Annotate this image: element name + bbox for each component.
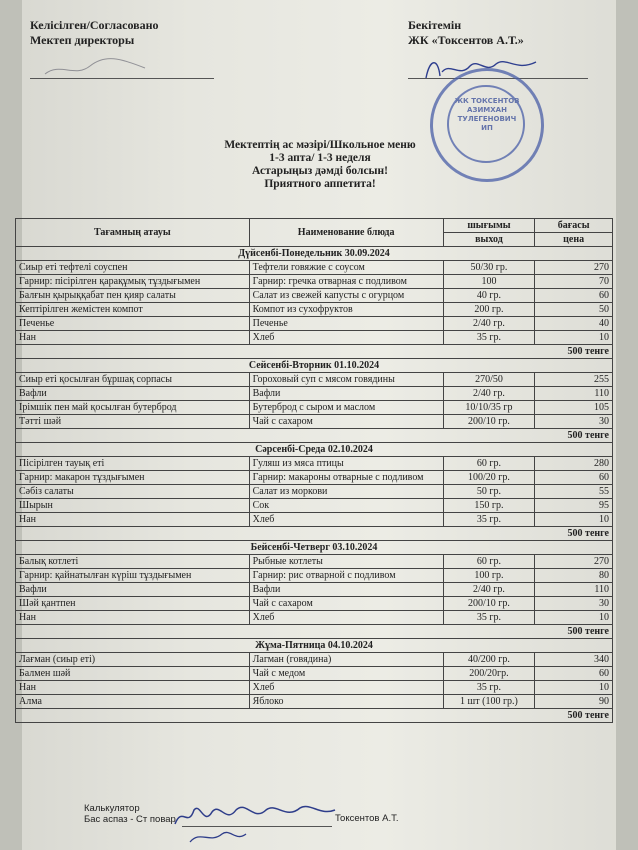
dish-price: 60	[535, 471, 613, 485]
dish-price: 40	[535, 317, 613, 331]
dish-out: 35 гр.	[443, 611, 535, 625]
dish-out: 100 гр.	[443, 569, 535, 583]
dish-ru: Рыбные котлеты	[249, 555, 443, 569]
title-line-2: 1-3 апта/ 1-3 неделя	[269, 152, 371, 164]
table-row	[16, 611, 613, 625]
dish-out: 40/200 гр.	[443, 653, 535, 667]
dish-out: 60 гр.	[443, 555, 535, 569]
menu-title	[120, 139, 520, 191]
dish-ru: Хлеб	[249, 681, 443, 695]
chef-name: Токсентов А.Т.	[335, 813, 399, 824]
table-row	[16, 471, 613, 485]
dish-price: 95	[535, 499, 613, 513]
day-total: 500 тенге	[16, 625, 613, 639]
dish-ru: Сок	[249, 499, 443, 513]
approve-label: Бекітемін	[408, 18, 462, 32]
dish-out: 10/10/35 гр	[443, 401, 535, 415]
dish-out: 50 гр.	[443, 485, 535, 499]
dish-ru: Гарнир: рис отварной с подливом	[249, 569, 443, 583]
dish-price: 55	[535, 485, 613, 499]
table-row	[16, 387, 613, 401]
table-row	[16, 499, 613, 513]
table-row	[16, 695, 613, 709]
dish-price: 110	[535, 583, 613, 597]
dish-out: 200/20гр.	[443, 667, 535, 681]
dish-ru: Салат из моркови	[249, 485, 443, 499]
dish-ru: Бутерброд с сыром и маслом	[249, 401, 443, 415]
dish-ru: Чай с медом	[249, 667, 443, 681]
stamp-text: ЖК ТОКСЕНТОВ АЗИМХАН ТУЛЕГЕНОВИЧ ИП	[454, 97, 520, 132]
dish-ru: Хлеб	[249, 331, 443, 345]
day-title: Бейсенбі-Четверг 03.10.2024	[16, 541, 613, 555]
dish-kz: Шәй қантпен	[16, 597, 250, 611]
dish-kz: Печенье	[16, 317, 250, 331]
dish-price: 50	[535, 303, 613, 317]
day-title: Жұма-Пятница 04.10.2024	[16, 639, 613, 653]
col-out-ru-header: выход	[443, 233, 535, 247]
dish-out: 100/20 гр.	[443, 471, 535, 485]
dish-ru: Чай с сахаром	[249, 597, 443, 611]
col-ru-header: Наименование блюда	[249, 219, 443, 247]
chef-label: Бас аспаз - Ст повар	[84, 814, 176, 825]
dish-price: 10	[535, 681, 613, 695]
col-price-kz-header: бағасы	[535, 219, 613, 233]
footer-block	[84, 803, 176, 825]
dish-kz: Кептірілген жемістен компот	[16, 303, 250, 317]
dish-kz: Нан	[16, 513, 250, 527]
dish-price: 280	[535, 457, 613, 471]
table-row	[16, 261, 613, 275]
day-total: 500 тенге	[16, 429, 613, 443]
director-label: Мектеп директоры	[30, 33, 135, 47]
dish-kz: Гарнир: пісірілген қарақұмық тұздығымен	[16, 275, 250, 289]
dish-out: 2/40 гр.	[443, 387, 535, 401]
title-line-4: Приятного аппетита!	[264, 178, 376, 190]
title-line-1: Мектептің ас мәзірі/Школьное меню	[224, 139, 416, 151]
dish-ru: Лагман (говядина)	[249, 653, 443, 667]
dish-out: 60 гр.	[443, 457, 535, 471]
dish-ru: Тефтели говяжие с соусом	[249, 261, 443, 275]
dish-kz: Нан	[16, 681, 250, 695]
dish-kz: Тәтті шәй	[16, 415, 250, 429]
table-row	[16, 289, 613, 303]
table-row	[16, 485, 613, 499]
dish-ru: Вафли	[249, 583, 443, 597]
table-row	[16, 415, 613, 429]
table-row	[16, 653, 613, 667]
dish-out: 1 шт (100 гр.)	[443, 695, 535, 709]
table-row	[16, 681, 613, 695]
dish-kz: Вафли	[16, 387, 250, 401]
approval-block-left	[30, 18, 159, 48]
dish-ru: Компот из сухофруктов	[249, 303, 443, 317]
dish-price: 255	[535, 373, 613, 387]
dish-out: 35 гр.	[443, 681, 535, 695]
dish-kz: Балмен шәй	[16, 667, 250, 681]
dish-out: 35 гр.	[443, 331, 535, 345]
table-row	[16, 555, 613, 569]
dish-price: 110	[535, 387, 613, 401]
dish-price: 10	[535, 331, 613, 345]
dish-kz: Нан	[16, 611, 250, 625]
calculator-label: Калькулятор	[84, 803, 140, 814]
dish-ru: Гарнир: макароны отварные с подливом	[249, 471, 443, 485]
dish-price: 30	[535, 415, 613, 429]
dish-price: 90	[535, 695, 613, 709]
dish-out: 200 гр.	[443, 303, 535, 317]
title-line-3: Астарыңыз дәмді болсын!	[252, 165, 388, 177]
dish-kz: Сиыр еті тефтелі соуспен	[16, 261, 250, 275]
dish-ru: Яблоко	[249, 695, 443, 709]
table-row	[16, 275, 613, 289]
dish-kz: Балық котлеті	[16, 555, 250, 569]
dish-out: 150 гр.	[443, 499, 535, 513]
table-row	[16, 513, 613, 527]
dish-price: 30	[535, 597, 613, 611]
dish-price: 80	[535, 569, 613, 583]
approval-block-right	[408, 18, 524, 48]
dish-kz: Вафли	[16, 583, 250, 597]
dish-out: 50/30 гр.	[443, 261, 535, 275]
dish-price: 60	[535, 289, 613, 303]
table-row	[16, 667, 613, 681]
approver-signature	[420, 52, 540, 86]
table-row	[16, 583, 613, 597]
table-row	[16, 373, 613, 387]
dish-price: 105	[535, 401, 613, 415]
dish-price: 10	[535, 611, 613, 625]
dish-out: 35 гр.	[443, 513, 535, 527]
dish-kz: Гарнир: қайнатылған күріш тұздығымен	[16, 569, 250, 583]
dish-kz: Сәбіз салаты	[16, 485, 250, 499]
chef-signature	[170, 798, 340, 846]
day-title: Сәрсенбі-Среда 02.10.2024	[16, 443, 613, 457]
dish-kz: Пісірілген тауық еті	[16, 457, 250, 471]
dish-ru: Гарнир: гречка отварная с подливом	[249, 275, 443, 289]
director-signature	[40, 52, 150, 82]
dish-price: 60	[535, 667, 613, 681]
entrepreneur-label: ЖК «Токсентов А.Т.»	[408, 33, 524, 47]
dish-ru: Чай с сахаром	[249, 415, 443, 429]
table-row	[16, 457, 613, 471]
day-total: 500 тенге	[16, 345, 613, 359]
dish-ru: Салат из свежей капусты с огурцом	[249, 289, 443, 303]
dish-ru: Вафли	[249, 387, 443, 401]
dish-kz: Ірімшік пен май қосылған бутерброд	[16, 401, 250, 415]
dish-ru: Хлеб	[249, 513, 443, 527]
table-row	[16, 317, 613, 331]
dish-price: 340	[535, 653, 613, 667]
dish-ru: Гуляш из мяса птицы	[249, 457, 443, 471]
agreed-label: Келісілген/Согласовано	[30, 18, 159, 32]
dish-out: 200/10 гр.	[443, 415, 535, 429]
dish-kz: Алма	[16, 695, 250, 709]
day-total: 500 тенге	[16, 527, 613, 541]
table-row	[16, 401, 613, 415]
dish-kz: Гарнир: макарон тұздығымен	[16, 471, 250, 485]
table-row	[16, 303, 613, 317]
dish-out: 40 гр.	[443, 289, 535, 303]
dish-price: 10	[535, 513, 613, 527]
dish-ru: Гороховый суп с мясом говядины	[249, 373, 443, 387]
dish-kz: Нан	[16, 331, 250, 345]
dish-out: 100	[443, 275, 535, 289]
day-total: 500 тенге	[16, 709, 613, 723]
dish-out: 200/10 гр.	[443, 597, 535, 611]
menu-body	[16, 247, 613, 723]
dish-out: 2/40 гр.	[443, 317, 535, 331]
dish-price: 270	[535, 555, 613, 569]
page-edge-right	[616, 0, 638, 850]
dish-ru: Печенье	[249, 317, 443, 331]
table-row	[16, 597, 613, 611]
col-kz-header: Тағамның атауы	[16, 219, 250, 247]
dish-kz: Шырын	[16, 499, 250, 513]
dish-kz: Сиыр еті қосылған бұршақ сорпасы	[16, 373, 250, 387]
dish-kz: Лағман (сиыр еті)	[16, 653, 250, 667]
dish-out: 270/50	[443, 373, 535, 387]
dish-price: 270	[535, 261, 613, 275]
day-title: Сейсенбі-Вторник 01.10.2024	[16, 359, 613, 373]
menu-table	[15, 218, 613, 723]
chef-signature-line	[182, 826, 332, 827]
table-row	[16, 331, 613, 345]
dish-kz: Балғын қырыққабат пен қияр салаты	[16, 289, 250, 303]
col-out-kz-header: шығымы	[443, 219, 535, 233]
dish-out: 2/40 гр.	[443, 583, 535, 597]
col-price-ru-header: цена	[535, 233, 613, 247]
table-row	[16, 569, 613, 583]
day-title: Дүйсенбі-Понедельник 30.09.2024	[16, 247, 613, 261]
dish-price: 70	[535, 275, 613, 289]
dish-ru: Хлеб	[249, 611, 443, 625]
